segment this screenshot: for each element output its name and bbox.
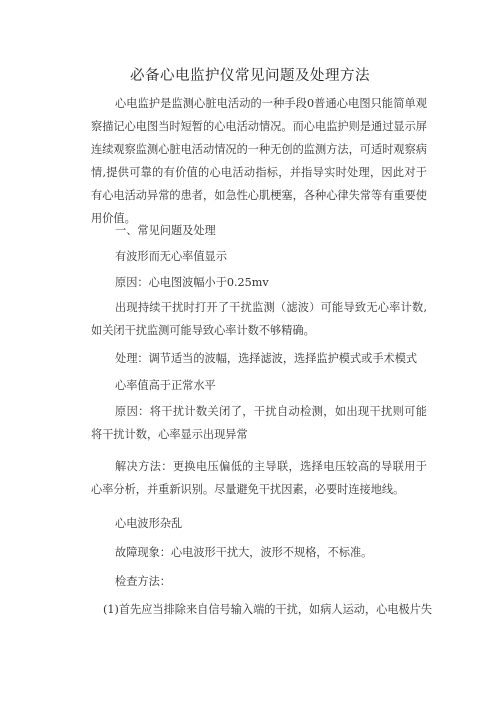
issue2-title: 心率值高于正常水平 <box>115 379 216 392</box>
section-heading: 一、常见问题及处理 <box>115 224 216 237</box>
issue3-check-heading: 检查方法： <box>115 575 171 588</box>
intro-paragraph: 心电监护是监测心脏电活动的一种手段0普通心电图只能简单观察描记心电图当时短暂的心电活动情况。而心电监护则是通过显示屏连续观察监测心脏电活动情况的一种无创的监测方法，可适时观察病情,提供可靠的有价值的心电活动指标，并指导实时处理，因此对于有心电活动异常的患者，如急性心肌梗塞，各种心律失常等有重要使用价值。 <box>91 97 427 225</box>
issue1-cause: 原因：心电图波幅小于0.25mv <box>115 276 269 289</box>
issue1-handling: 处理：调节适当的波幅，选择滤波，选择监护模式或手术模式 <box>115 352 418 365</box>
issue1-detail: 出现持续干扰时打开了干扰监测（滤波）可能导致无心率计数,如关闭干扰监测可能导致心率计数不够精确。 <box>91 301 427 337</box>
issue2-cause: 原因：将干扰计数关闭了，干扰自动检测，如出现干扰则可能将干扰计数，心率显示出现异常 <box>91 405 427 441</box>
issue3-title: 心电波形杂乱 <box>115 517 183 530</box>
document-title: 必备心电监护仪常见问题及处理方法 <box>130 68 370 84</box>
issue3-symptom: 故障现象：心电波形干扰大，波形不规格，不标准。 <box>115 546 373 559</box>
issue1-title: 有波形而无心率值显示 <box>115 250 227 263</box>
issue2-solution: 解决方法：更换电压偏低的主导联，选择电压较高的导联用于心率分析，并重新识别。尽量避免干扰因素，必要时连接地线。 <box>91 460 427 496</box>
issue3-step1: (1)首先应当排除来自信号输入端的干扰，如病人运动，心电极片失 <box>103 603 433 616</box>
